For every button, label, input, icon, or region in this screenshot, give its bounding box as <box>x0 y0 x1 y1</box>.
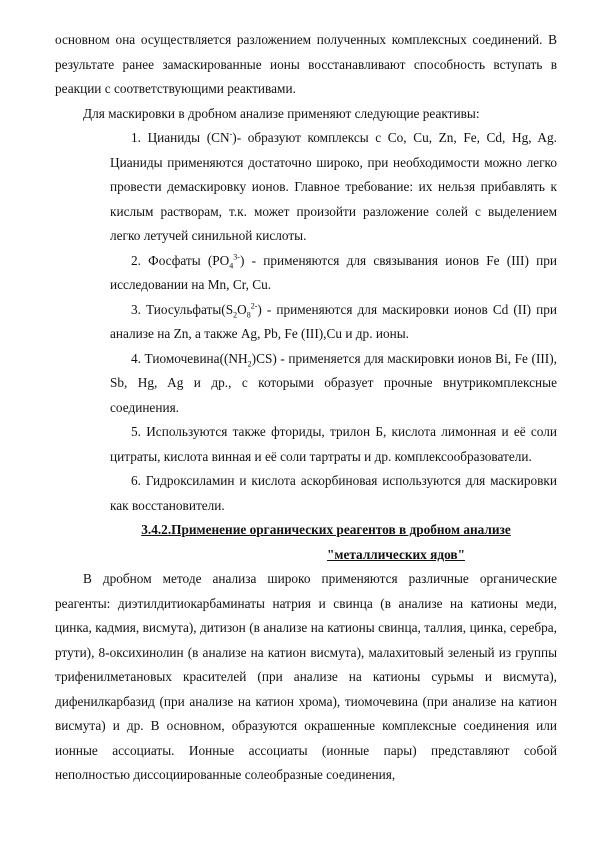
intro-paragraph: основном она осуществляется разложением полученных комплексных соединений. В результате ранее замаскированные ионы восстанавливают способность вступать в реакции с соответствующими реактивами. <box>55 32 557 96</box>
body-paragraph: В дробном методе анализа широко применяются различные органические реагенты: диэтилдитиокарбаминаты натрия и свинца (в анализе на катионы меди, цинка, кадмия, висмута), дитизон (в анализе на катионы свинца, таллия, цинка, серебра, ртути), 8-оксихинолин (в анализе на катион висмута), малахитовый зеленый из группы трифенилметановых красителей (при анализе на катионы сурьмы и висмута), дифенилкарбазид (при анализе на катион хрома), тиомочевина (при анализе на катион висмута) и др. В основном, образуются окрашенные комплексные соединения или ионные ассоциаты. Ионные ассоциаты (ионные пары) представляют собой неполностью диссоциированные солеобразные соединения, <box>55 571 557 782</box>
reagents-intro: Для маскировки в дробном анализе применяют следующие реактивы: <box>83 105 480 121</box>
list-item-phosphates: 2. Фосфаты $(PO_4^{3-})$ - применяются для связывания ионов Fe (III) при исследовании на Mn, Cr, Cu. <box>110 252 557 292</box>
list-item-thiosulfates: 3. $Тиосульфаты(S_2O_8^{2-})$ - применяются для маскировки ионов Cd (II) при анализе на Zn, а также Ag, Pb, Fe (III),Cu и др. ионы. <box>110 301 557 341</box>
list-item-cyanides: 1. Цианиды (CN-)- образуют комплексы с Co, Cu, Zn, Fe, Cd, Hg, Ag. Цианиды применяются достаточно широко, при необходимости можно легко провести демаскировку ионов. Главное требование: их нельзя прибавлять к кислым растворам, т.к. может произойти разложение солей с выделением легко летучей синильной кислоты. <box>110 129 557 243</box>
list-item-hydroxylamine: 6. Гидроксиламин и кислота аскорбиновая используются для маскировки как восстановители. <box>110 473 557 513</box>
section-heading-line2: "металлических ядов" <box>327 546 465 562</box>
list-item-thiourea: 4. $Тиомочевина((NH_2)CS)$ - применяется для маскировки ионов Bi, Fe (III), Sb, Hg, Ag и др., с которыми образует прочные внутрикомплексные соединения. <box>110 350 557 415</box>
document-page <box>55 28 557 788</box>
list-item-fluorides: 5. Используются также фториды, трилон Б, кислота лимонная и её соли цитраты, кислота винная и её соли тартраты и др. комплексообразователи. <box>110 424 557 464</box>
section-heading-line1: 3.4.2.Применение органических реагентов в дробном анализе <box>141 522 511 537</box>
